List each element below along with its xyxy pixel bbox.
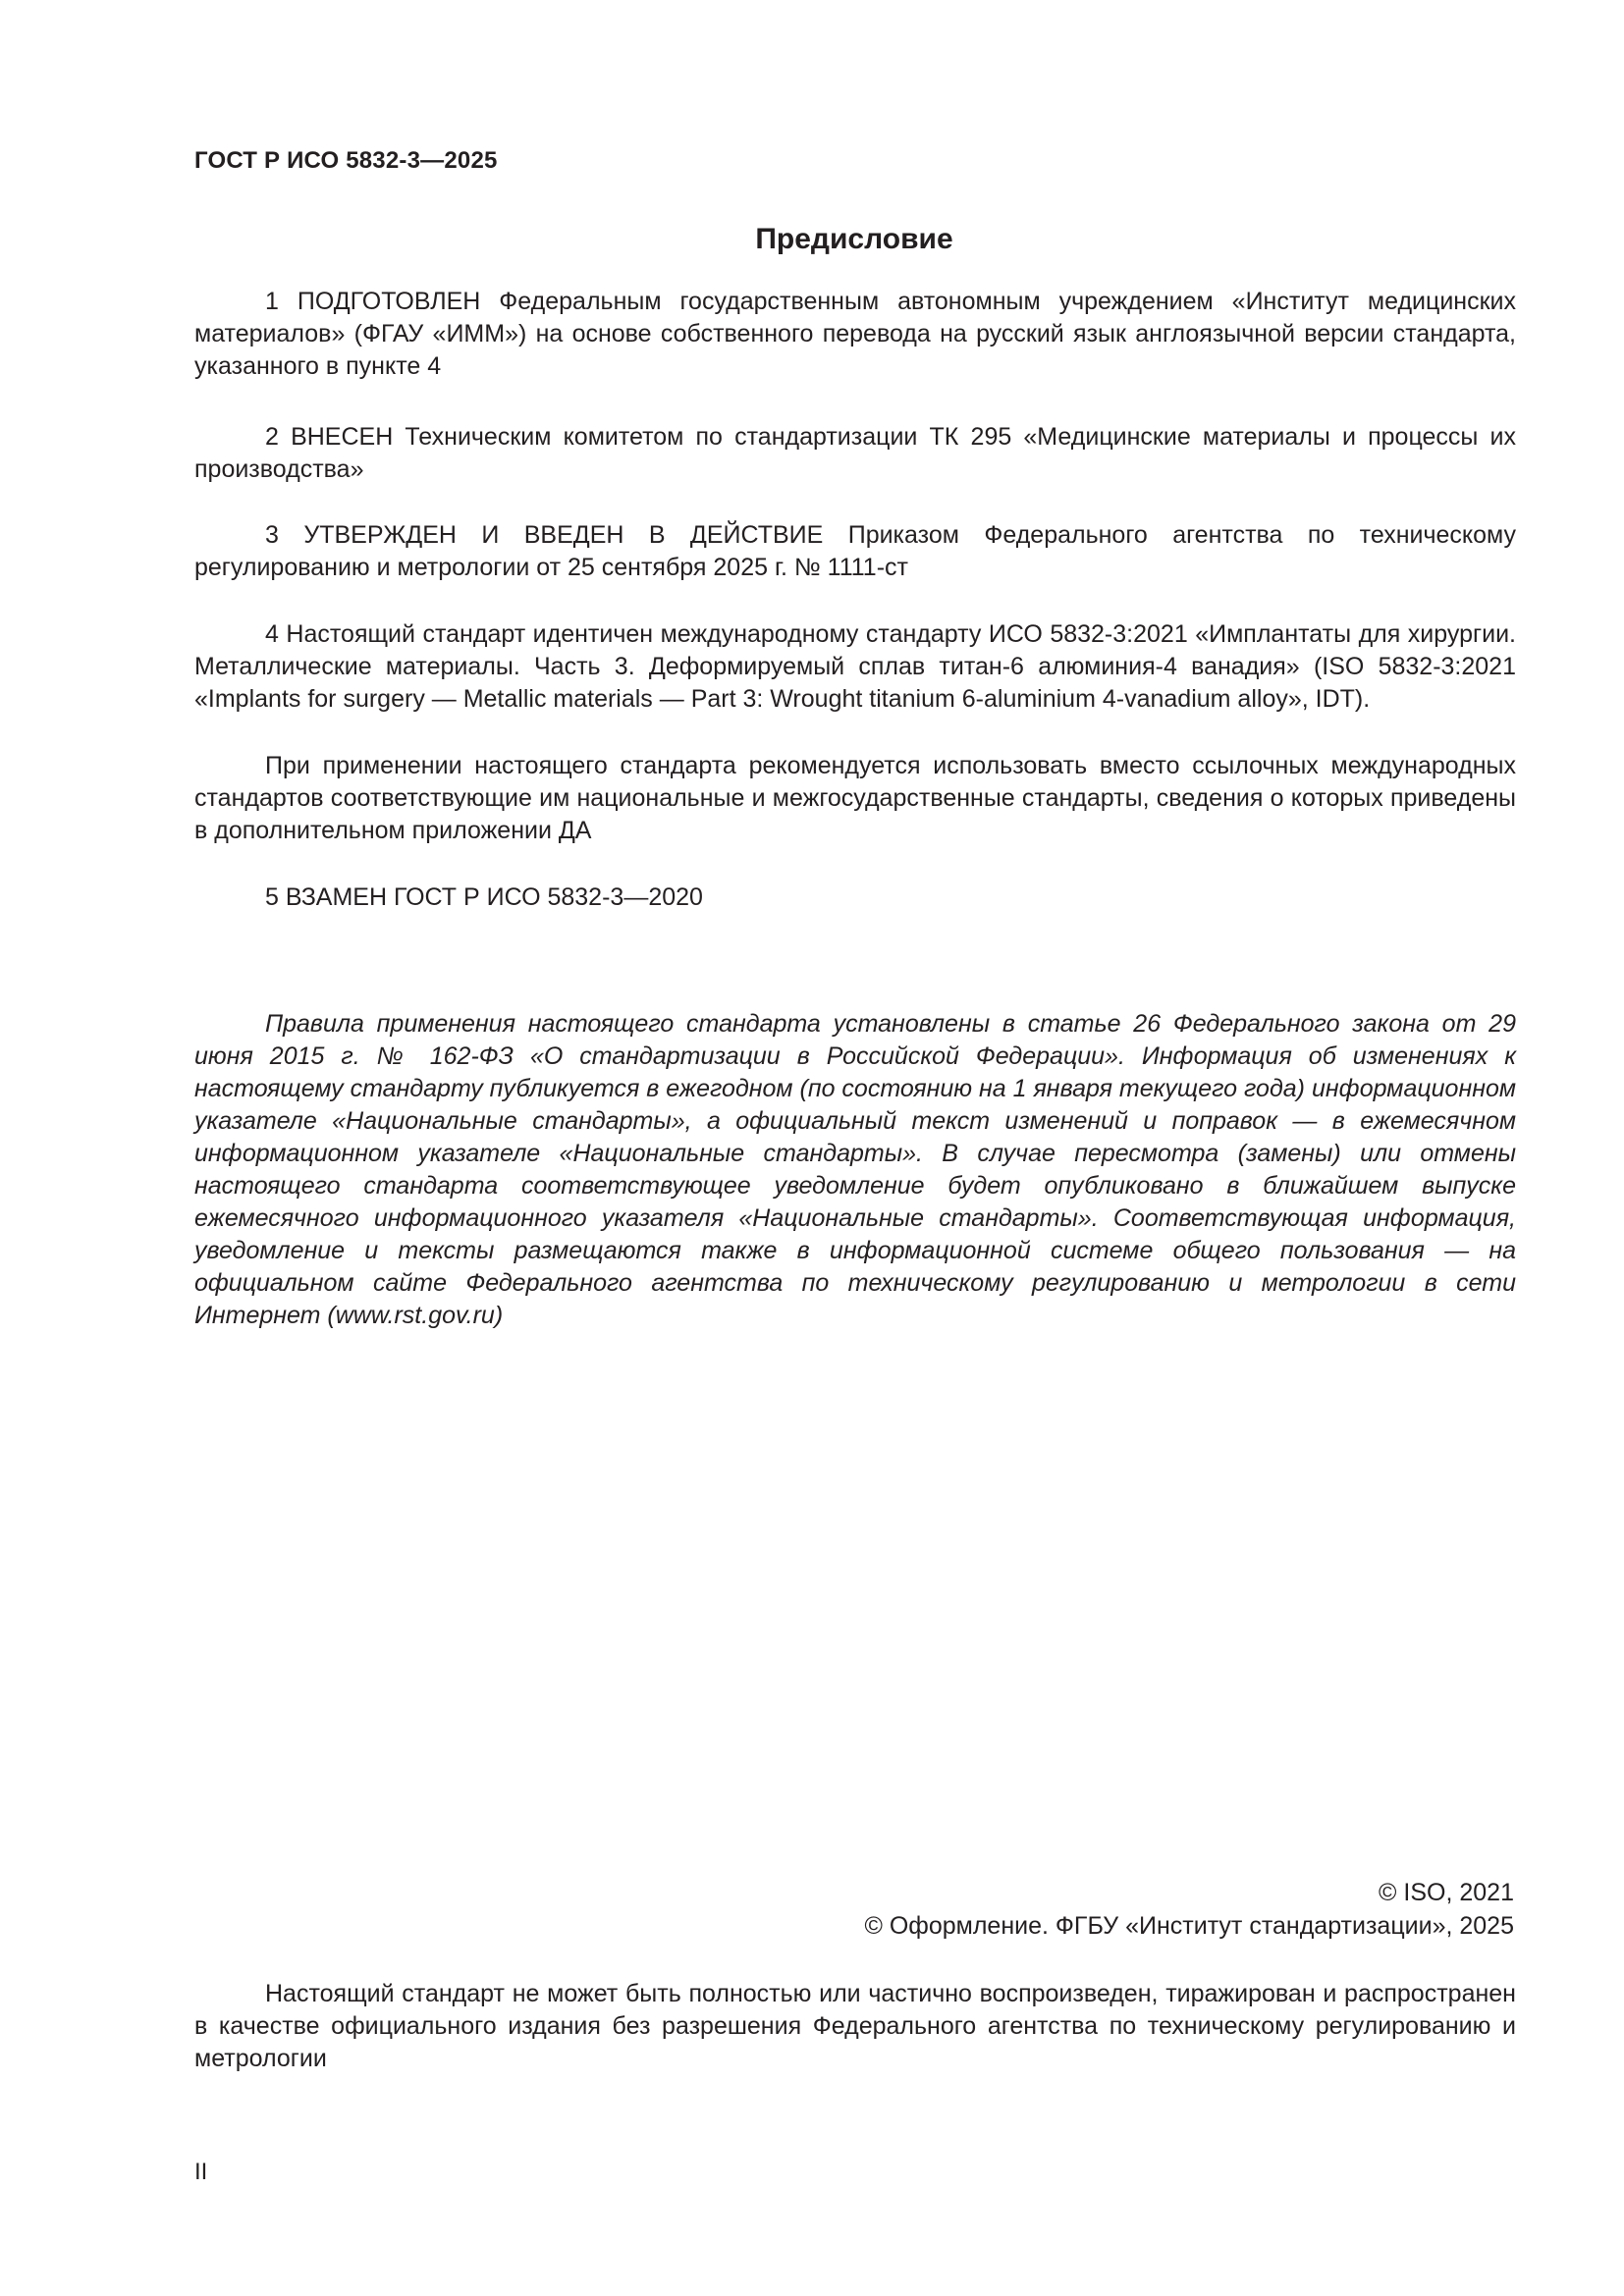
- foreword-item-4-note: При применении настоящего стандарта рекомендуется использовать вместо ссылочных международных стандартов соответствующие им национальные и межгосударственные стандарты, сведения о которых приведены в дополнительном приложении ДА: [194, 752, 1516, 844]
- standard-designation: ГОСТ Р ИСО 5832-3—2025: [194, 147, 498, 174]
- application-rules-text: Правила применения настоящего стандарта установлены в статье 26 Федерального закона от 29 июня 2015 г. № 162-ФЗ «О стандартизации в Российской Федерации». Информация об изменениях к настоящему стандарту публикуется в ежегодном (по состоянию на 1 января текущего года) информационном указателе «Национальные стандарты», а официальный текст изменений и поправок — в ежемесячном информационном указателе «Национальные стандарты». В случае пересмотра (замены) или отмены настоящего стандарта соответствующее уведомление будет опубликовано в ближайшем выпуске ежемесячного информационного указателя «Национальные стандарты». Соответствующая информация, уведомление и тексты размещаются также в информационной системе общего пользования — на официальном сайте Федерального агентства по техническому регулированию и метрологии в сети Интернет (www.rst.gov.ru): [194, 1010, 1517, 1329]
- foreword-item-4: 4 Настоящий стандарт идентичен международному стандарту ИСО 5832-3:2021 «Имплантаты для хирургии. Металлические материалы. Часть 3. Деформируемый сплав титан-6 алюминия-4 ванадия» (ISO 5832-3:2021 «Implants for surgery — Metallic materials — Part 3: Wrought titanium 6-aluminium 4-vanadium alloy», IDT).: [194, 620, 1516, 713]
- iso-copyright: © ISO, 2021: [1379, 1879, 1514, 1906]
- reproduction-notice: Настоящий стандарт не может быть полностью или частично воспроизведен, тиражирован и распространен в качестве официального издания без разрешения Федерального агентства по техническому регулированию и метрологии: [194, 1980, 1516, 2072]
- foreword-item-2: 2 ВНЕСЕН Техническим комитетом по стандартизации ТК 295 «Медицинские материалы и процессы их производства»: [194, 423, 1516, 483]
- foreword-item-1: 1 ПОДГОТОВЛЕН Федеральным государственным автономным учреждением «Институт медицинских материалов» (ФГАУ «ИММ») на основе собственного перевода на русский язык англоязычной версии стандарта, указанного в пункте 4: [194, 288, 1516, 380]
- page-number: II: [194, 2159, 208, 2185]
- foreword-item-3: 3 УТВЕРЖДЕН И ВВЕДЕН В ДЕЙСТВИЕ Приказом Федерального агентства по техническому регулированию и метрологии от 25 сентября 2025 г. № 1111-ст: [194, 521, 1516, 581]
- page-title: Предисловие: [755, 223, 953, 255]
- design-copyright: © Оформление. ФГБУ «Институт стандартизации», 2025: [864, 1912, 1514, 1940]
- foreword-item-5: 5 ВЗАМЕН ГОСТ Р ИСО 5832-3—2020: [265, 883, 703, 911]
